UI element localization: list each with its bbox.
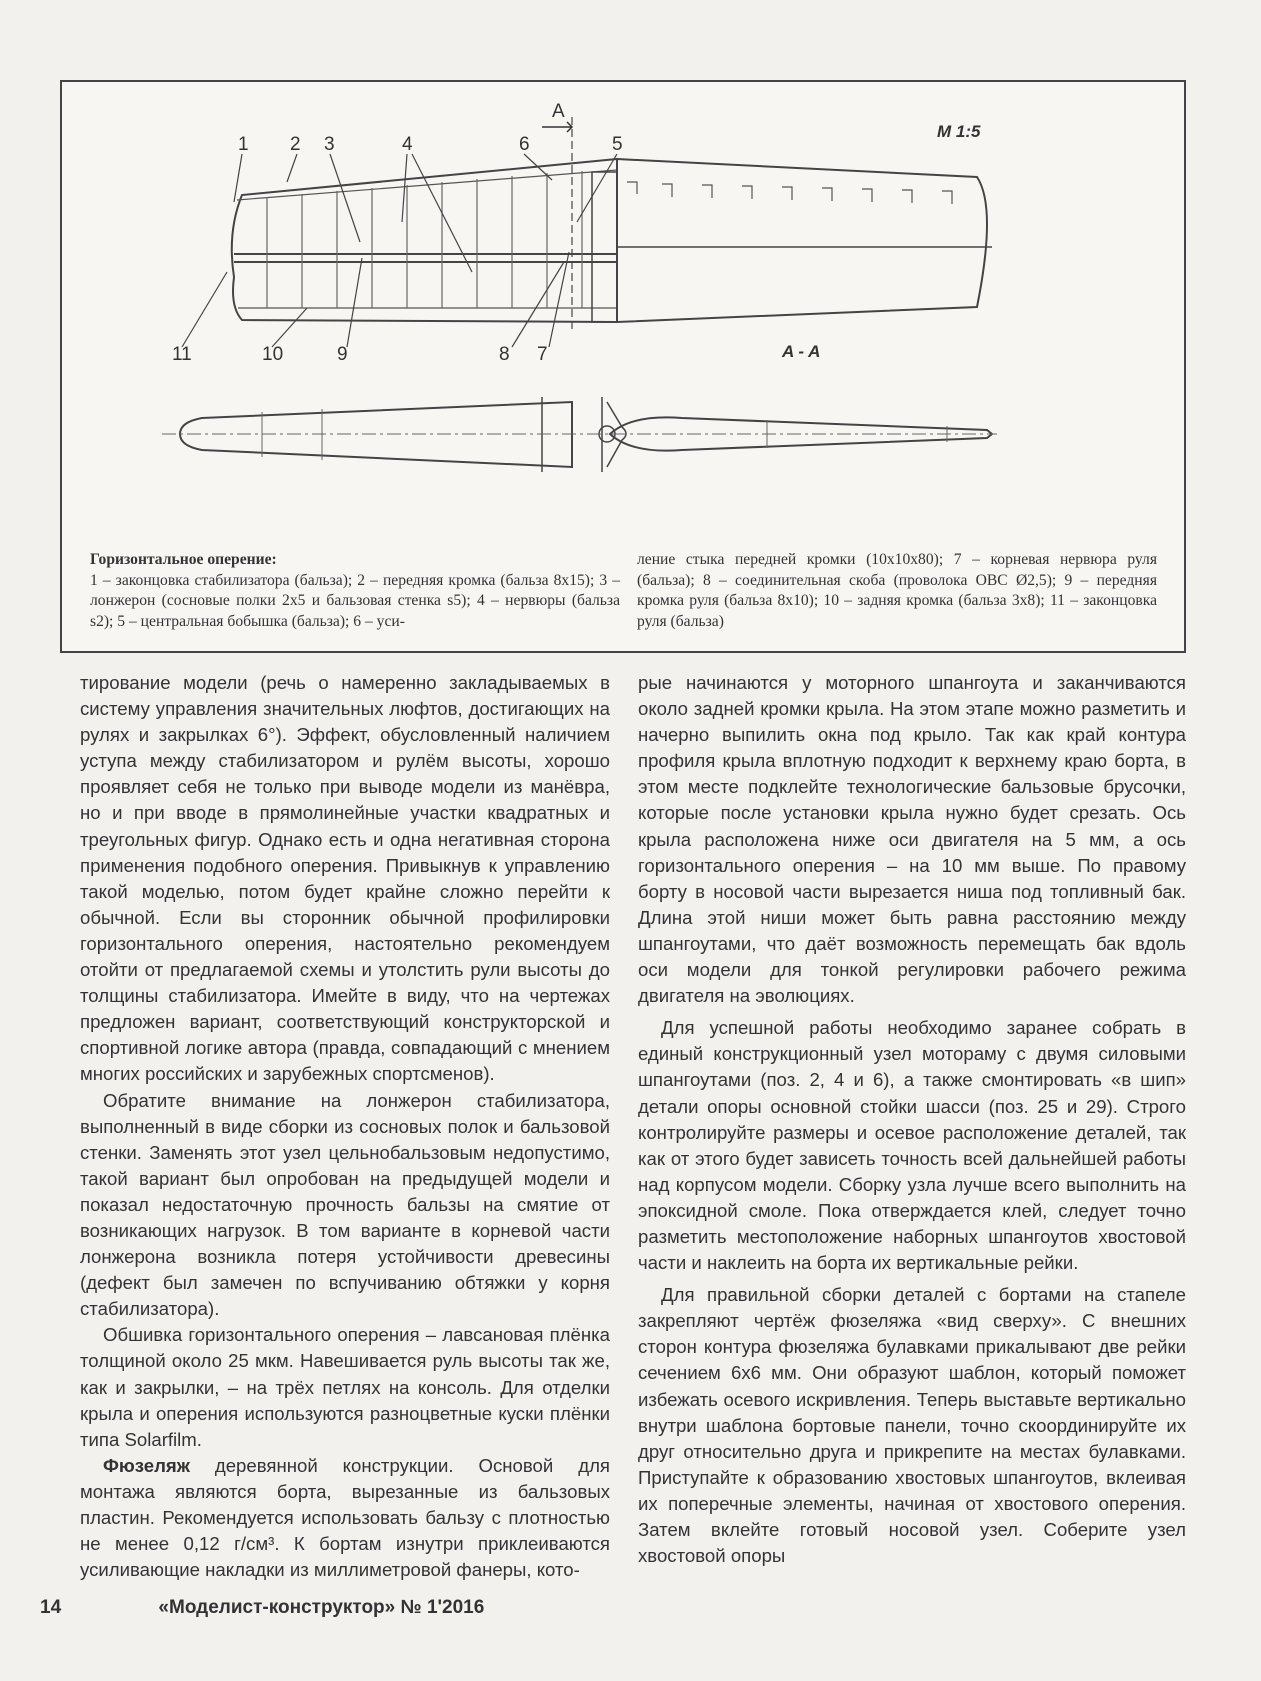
section-label: A - A [782,342,821,361]
figure-caption-right: ление стыка передней кромки (10х10х80); 7 – корневая нервюра руля (бальза); 8 – соединительная скоба (проволока ОВС Ø2,5); 9 – передняя кромка руля (бальза 8х10); 10 – задняя кромка (бальза 3х8); 11 – законцовка руля (бальза) [637,551,1157,630]
part-label: 6 [519,134,530,155]
part-label: 10 [262,344,284,365]
paragraph: тирование модели (речь о намеренно закладываемых в систему управления значительных люфтов, достигающих на рулях и закрылках 6°). Эффект, обусловленный наличием уступа между стабилизатором и рулём высоты, хорошо проявляет себя не только при выводе модели из манёвра, но и при вводе в прямолинейные участки квадратных и треугольных фигур. Однако есть и одна негативная сторона применения подобного оперения. Привыкнув к управлению такой моделью, потом будет крайне сложно перейти к обычной. Если вы сторонник обычной профилировки горизонтального оперения, настоятельно рекомендуем отойти от предлагаемой схемы и утолстить рули высоты до толщины стабилизатора. Имейте в виду, что на чертежах предложен вариант, соответствующий конструкторской и спортивной логике автора (правда, совпадающий с мнением многих российских и зарубежных спортсменов). [80,672,610,1085]
scale-label: M 1:5 [937,122,981,141]
text-column-right [638,670,1186,1569]
paragraph: Для успешной работы необходимо заранее собрать в единый конструкционный узел мотораму с двумя силовыми шпангоутами (поз. 2, 4 и 6), а также смонтировать «в шип» детали опоры основной стойки шасси (поз. 25 и 29). Строго контролируйте размеры и осевое расположение деталей, так как от этого будет зависеть точность всей дальнейшей работы над корпусом модели. Сборку узла лучше всего выполнить на эпоксидной смоле. Пока отверждается клей, следует точно разметить местоположение наборных шпангоутов хвостовой части и наклеить на борта их вертикальные рейки. [638,1017,1186,1274]
page-number: 14 [40,1597,62,1618]
paragraph: рые начинаются у моторного шпангоута и заканчиваются около задней кромки крыла. На этом этапе можно разметить и начерно выпилить окна под крыло. Так как край контура профиля крыла вплотную подходит к верхнему краю борта, в этом месте подклейте технологические бальзовые брусочки, которые после установки крыла нужно будет срезать. Ось крыла расположена ниже оси двигателя на 5 мм, а ось горизонтального оперения – на 10 мм выше. По правому борту в носовой части вырезается ниша под топливный бак. Длина этой ниши может быть равна расстоянию между шпангоутами, что даёт возможность перемещать бак вдоль оси модели для тонкой регулировки рабочего режима двигателя на эволюциях. [638,672,1186,1007]
elevator-ticks [627,182,952,204]
paragraph-fuselage [80,1453,610,1583]
part-label: 7 [537,344,548,365]
figure-caption-left [90,550,620,632]
page-footer [40,1597,484,1619]
fuselage-text: деревянной конструкции. Основой для монтажа являются борта, вырезанные из бальзовых пластин. Рекомендуется использовать бальзу с плотностью не менее 0,12 г/см³. К бортам изнутри приклеиваются усиливающие накладки из миллиметровой фанеры, кото- [80,1454,610,1581]
part-label: 1 [238,134,249,155]
part-label: 9 [337,344,348,365]
part-label: 8 [499,344,510,365]
section-arrow [542,122,572,132]
fuselage-heading: Фюзеляж [103,1454,190,1476]
ribs [267,171,582,308]
leader-lines [182,154,617,347]
journal-title: «Моделист-конструктор» № 1'2016 [158,1597,485,1618]
stabilizer-leading-edge [237,170,617,200]
part-label: 5 [612,134,623,155]
figure-panel [60,80,1186,653]
section-marker: A [552,101,565,122]
caption-title: Горизонтальное оперение: [90,551,277,568]
part-label: 11 [172,344,192,365]
caption-text-left: 1 – законцовка стабилизатора (бальза); 2 – передняя кромка (бальза 8х15); 3 – лонжерон (сосновые полки 2х5 и бальзовая стенка s5); 4 – нервюры (бальза s2); 5 – центральная бобышка (бальза); 6 – уси- [90,571,620,630]
spar [234,254,617,262]
paragraph: Для правильной сборки деталей с бортами на стапеле закрепляют чертёж фюзеляжа «вид сверху». С внешних сторон контура фюзеляжа булавками прикалывают две рейки сечением 6х6 мм. Они образуют шаблон, который поможет избежать осевого искривления. Теперь выставьте вертикально внутри шаблона бортовые панели, точно скоординируйте их друг относительно друга и прикрепите на местах булавками. Приступайте к образованию хвостовых шпангоутов, вклеивая их поперечные элементы, начиная от хвостового оперения. Затем вклейте готовый носовой узел. Соберите узел хвостовой опоры [638,1284,1186,1567]
part-label: 4 [402,134,413,155]
paragraph: Обратите внимание на лонжерон стабилизатора, выполненный в виде сборки из сосновых полок и бальзовой стенки. Заменять этот узел цельнобальзовым недопустимо, такой вариант был опробован на предыдущей модели и показал недостаточную прочность бальзы на смятие от возникающих нагрузок. В том варианте в корневой части лонжерона возникла потеря устойчивости древесины (дефект был замечен по вспучиванию обтяжки у корня стабилизатора). [80,1089,610,1320]
paragraph: Обшивка горизонтального оперения – лавсановая плёнка толщиной около 25 мкм. Навешивается руль высоты так же, как и закрылки, – на трёх петлях на консоль. Для отделки крыла и оперения используются разноцветные куски плёнки типа Solarfilm. [80,1324,610,1450]
part-label: 3 [324,134,335,155]
part-label: 2 [290,134,301,155]
text-column-left [80,670,610,1583]
center-block [592,172,617,322]
